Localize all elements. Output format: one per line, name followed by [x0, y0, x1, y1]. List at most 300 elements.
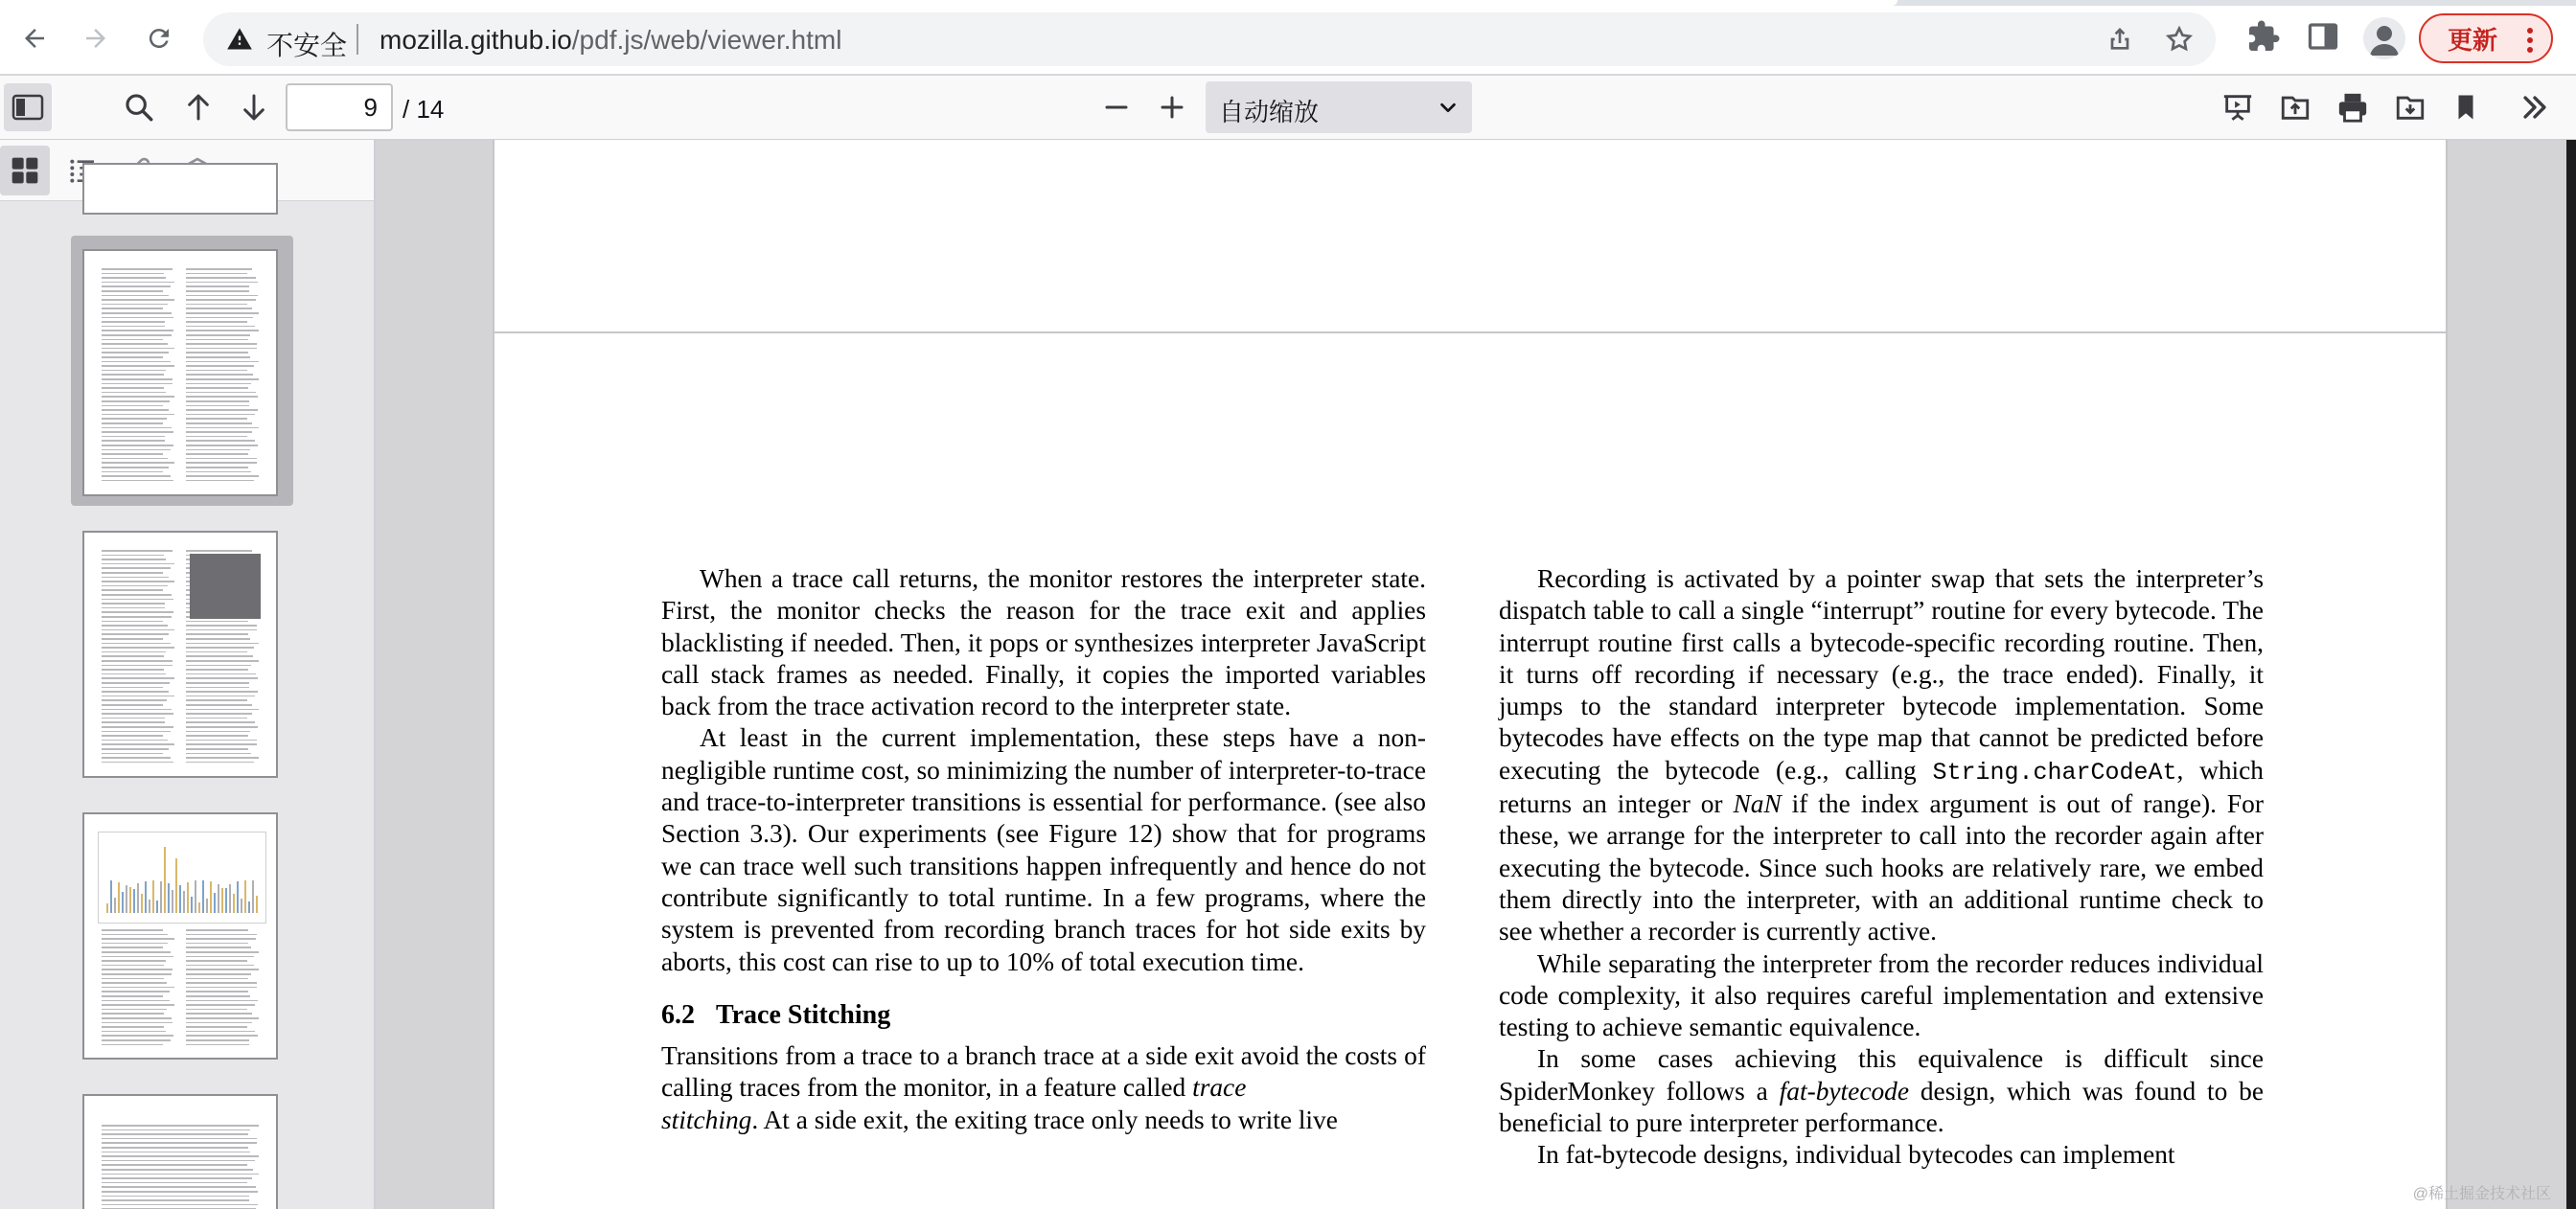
- thumbnail-text-line: [186, 1031, 255, 1033]
- thumbnail-page-8[interactable]: [82, 163, 278, 215]
- thumbnail-chart-bar: [149, 900, 150, 913]
- extensions-puzzle-icon[interactable]: [2246, 19, 2281, 58]
- thumbnail-text-line: [186, 449, 250, 451]
- back-button[interactable]: [13, 17, 56, 59]
- thumbnail-text-line: [186, 374, 253, 376]
- section-number: 6.2: [661, 999, 695, 1030]
- side-panel-icon[interactable]: [2306, 19, 2340, 58]
- thumbnail-text-line: [102, 422, 163, 424]
- page-count: / 14: [402, 95, 445, 124]
- thumbnail-text-line: [102, 987, 174, 989]
- thumbnail-text-line: [102, 409, 169, 411]
- thumbnail-text-line: [186, 929, 248, 931]
- thumbnail-chart-bar: [225, 888, 227, 913]
- thumbnail-text-line: [102, 1044, 163, 1046]
- previous-page-button[interactable]: [174, 83, 222, 131]
- thumbnail-text-line: [186, 1009, 247, 1011]
- window-edge: [2566, 140, 2576, 1209]
- thumbnail-page-10[interactable]: [82, 531, 278, 778]
- thumbnail-text-line: [186, 352, 248, 354]
- thumbnail-chart: [98, 832, 266, 924]
- thumbnail-text-line: [186, 713, 252, 715]
- text-run: Transitions from a trace to a branch trace at a side exit avoid the costs of calling traces from the monitor, in a feature called: [661, 1041, 1426, 1103]
- thumbnail-text-line: [102, 947, 163, 948]
- thumbnail-text-line: [102, 704, 163, 706]
- thumbnail-text-line: [186, 308, 252, 309]
- thumbnail-chart-bar: [118, 882, 120, 913]
- thumbnail-text-line: [102, 943, 168, 945]
- thumbnail-text-line: [102, 709, 172, 711]
- thumbnail-text-line: [186, 704, 252, 706]
- thumbnail-text-line: [102, 1182, 247, 1184]
- bookmark-button[interactable]: [2442, 83, 2490, 131]
- thumbnail-chart-bar: [221, 888, 223, 913]
- thumbnail-text-line: [102, 607, 165, 609]
- thumbnail-text-line: [102, 731, 171, 733]
- thumbnail-text-line: [186, 951, 259, 953]
- thumbnail-text-line: [102, 449, 171, 451]
- thumbnail-text-line: [102, 1147, 248, 1149]
- thumbnail-text-line: [186, 1044, 249, 1046]
- watermark: @稀土掘金技术社区: [2412, 1186, 2551, 1202]
- thumbnail-text-line: [102, 699, 167, 701]
- thumbnail-text-line: [102, 721, 165, 723]
- thumbnail-text-line: [102, 1125, 259, 1127]
- thumbnail-text-line: [102, 934, 168, 936]
- thumbnail-text-line: [102, 956, 173, 958]
- thumbnail-text-line: [186, 696, 255, 697]
- thumbnail-text-line: [186, 973, 251, 975]
- thumbnail-text-line: [102, 616, 172, 618]
- thumbnail-text-line: [186, 317, 253, 319]
- thumbnail-text-line: [102, 392, 166, 394]
- thumbnail-list: [0, 201, 376, 1209]
- thumbnail-text-line: [102, 555, 164, 557]
- thumbnail-text-line: [186, 938, 256, 940]
- thumbnail-chart-bar: [114, 898, 116, 913]
- warning-icon[interactable]: [226, 26, 253, 57]
- thumbnail-text-line: [102, 696, 174, 697]
- thumbnail-chart-bar: [206, 899, 208, 913]
- thumbnail-text-line: [186, 731, 250, 733]
- thumbnail-text-line: [186, 651, 247, 653]
- thumbnail-text-line: [186, 987, 257, 989]
- thumbnail-text-line: [102, 1022, 172, 1024]
- thumbnail-text-line: [102, 621, 163, 623]
- thumbnail-text-line: [102, 467, 169, 468]
- thumbnail-chart-bar: [106, 903, 108, 913]
- download-icon: [2394, 91, 2426, 124]
- print-button[interactable]: [2329, 83, 2377, 131]
- thumbnail-chart-bar: [110, 880, 112, 913]
- thumbnails-tab[interactable]: [0, 146, 50, 195]
- arrow-up-icon: [183, 91, 214, 124]
- url-text[interactable]: [380, 25, 841, 56]
- thumbnail-text-line: [186, 735, 248, 737]
- thumbnail-text-line: [186, 550, 252, 552]
- thumbnail-text-line: [186, 458, 257, 460]
- thumbnail-chart-bar: [175, 858, 177, 913]
- thumbnail-text-line: [102, 1155, 259, 1157]
- thumbnail-text-line: [186, 467, 248, 468]
- thumbnail-text-line: [186, 665, 251, 667]
- thumbnail-text-line: [102, 677, 174, 679]
- thumbnail-chart-bar: [191, 897, 193, 913]
- thumbnail-text-line: [186, 647, 254, 649]
- thumbnail-text-line: [186, 965, 254, 967]
- thumbnail-text-line: [186, 947, 251, 948]
- thumbnail-text-line: [186, 370, 247, 372]
- thumbnail-text-line: [186, 440, 255, 442]
- thumbnail-text-line: [186, 290, 249, 292]
- url-host: mozilla.github.io: [380, 25, 572, 55]
- thumbnail-text-line: [102, 995, 163, 997]
- thumbnail-text-line: [186, 268, 252, 270]
- thumbnail-text-line: [186, 273, 247, 275]
- thumbnail-text-line: [102, 277, 166, 279]
- thumbnail-text-line: [102, 1142, 257, 1144]
- emphasis: stitching: [661, 1105, 752, 1134]
- text-run: In some cases achieving this equivalence is difficult since SpiderMonkey follows a: [1499, 1044, 2264, 1106]
- thumbnail-text-line: [102, 1160, 255, 1162]
- thumbnail-text-line: [102, 273, 164, 275]
- thumbnail-chart-bar: [179, 885, 181, 913]
- thumbnail-text-line: [102, 383, 172, 385]
- thumbnail-chart-bar: [133, 889, 135, 913]
- thumbnail-text-line: [102, 718, 165, 719]
- thumbnail-text-line: [186, 414, 255, 416]
- thumbnail-text-line: [186, 436, 247, 438]
- toggle-sidebar-button[interactable]: [4, 83, 52, 131]
- thumbnail-text-line: [186, 387, 248, 389]
- thumbnail-text-line: [186, 1000, 258, 1002]
- thumbnail-text-line: [102, 1026, 164, 1028]
- thumbnail-text-line: [186, 321, 247, 323]
- thumbnail-text-line: [102, 673, 166, 675]
- thumbnail-text-line: [102, 308, 163, 309]
- thumbnail-text-line: [186, 339, 248, 341]
- back-arrow-icon: [20, 24, 49, 53]
- thumbnail-text-line: [186, 326, 255, 328]
- thumbnail-text-line: [102, 599, 173, 601]
- thumbnail-text-line: [102, 330, 173, 331]
- thumbnail-text-line: [186, 1013, 252, 1015]
- thumbnail-text-line: [102, 743, 174, 745]
- thumbnail-chart-bar: [248, 901, 250, 913]
- thumbnail-text-line: [186, 396, 258, 398]
- thumbnail-text-line: [186, 982, 257, 984]
- thumbnail-text-line: [186, 405, 249, 407]
- search-icon: [123, 91, 155, 124]
- thumbnail-text-line: [102, 1129, 250, 1131]
- thumbnail-chart-bar: [218, 884, 219, 913]
- page-number-input[interactable]: 9: [286, 83, 393, 131]
- thumbnail-text-line: [186, 285, 249, 287]
- thumbnail-text-line: [102, 960, 166, 962]
- thumbnail-chart-bar: [198, 902, 200, 913]
- thumbnail-text-line: [102, 643, 171, 645]
- person-icon: [2363, 17, 2405, 59]
- thumbnail-page-11[interactable]: [82, 812, 278, 1060]
- thumbnail-text-line: [186, 295, 258, 297]
- paragraph: When a trace call returns, the monitor restores the interpreter state. First, the monitor checks the reason for the trace exit and applies blacklisting if needed. Then, it pops or synthesizes interpreter JavaScript call stack frames as needed. Finally, it copies the imported variables back from the trace activation record to the interpreter state.: [661, 564, 1426, 721]
- presentation-icon: [2221, 91, 2254, 124]
- thumbnail-text-line: [102, 405, 163, 407]
- thumbnail-text-line: [186, 991, 248, 992]
- thumbnail-text-line: [102, 929, 163, 931]
- thumbnail-chart-bar: [210, 881, 212, 913]
- next-page-button[interactable]: [230, 83, 278, 131]
- update-button[interactable]: [2419, 13, 2553, 63]
- thumbnail-text-line: [102, 589, 163, 591]
- thumbnail-text-line: [102, 669, 164, 671]
- zoom-out-button[interactable]: [1092, 83, 1140, 131]
- thumbnail-text-line: [186, 677, 258, 679]
- thumbnail-text-line: [102, 436, 165, 438]
- thumbnail-text-line: [186, 757, 259, 759]
- reload-button[interactable]: [138, 17, 180, 59]
- thumbnail-text-line: [102, 753, 163, 755]
- thumbnails-icon: [10, 155, 40, 186]
- thumbnail-text-line: [102, 321, 165, 323]
- text-run: . At a side exit, the exiting trace only needs to write live: [751, 1105, 1338, 1134]
- thumbnail-text-line: [186, 282, 258, 284]
- thumbnail-text-line: [102, 361, 171, 363]
- pdf-page-9: [494, 333, 2446, 1209]
- bookmark-icon: [2451, 91, 2480, 124]
- thumbnail-text-line: [102, 480, 173, 482]
- thumbnail-text-line: [186, 334, 250, 336]
- thumbnail-text-line: [102, 378, 172, 380]
- thumbnail-text-line: [102, 374, 164, 376]
- thumbnail-text-line: [102, 370, 166, 372]
- printer-icon: [2336, 91, 2369, 124]
- thumbnail-text-line: [102, 625, 168, 627]
- paragraph: In fat-bytecode designs, individual bytecodes can implement: [1537, 1140, 2175, 1170]
- zoom-in-button[interactable]: [1148, 83, 1196, 131]
- thumbnail-text-line: [102, 982, 167, 984]
- thumbnail-text-line: [186, 691, 258, 693]
- thumbnail-text-line: [102, 629, 174, 631]
- paragraph: At least in the current implementation, these steps have a non-negligible runtime cost, so minimizing the number of interpreter-to-trace and trace-to-interpreter transitions is essential for performance. (see also Section 3.3). Our experiments (see Figure 12) show that for programs we can trace well such transitions happen infrequently and hence do not contribute significantly to total runtime. In a few programs, where the system is prevented from recording branch traces for hot side exits by aborts, this cost can rise to up to 10% of total execution time.: [661, 723, 1426, 976]
- thumbnail-text-line: [102, 475, 171, 477]
- thumbnail-text-line: [102, 1138, 257, 1140]
- thumbnail-text-line: [102, 1009, 167, 1011]
- thumbnail-text-line: [102, 1177, 252, 1179]
- thumbnail-text-line: [102, 965, 164, 967]
- thumbnail-text-line: [186, 453, 248, 455]
- thumbnail-text-line: [186, 621, 248, 623]
- divider: [356, 24, 358, 55]
- thumbnail-text-line: [102, 295, 169, 297]
- thumbnail-text-line: [186, 400, 249, 402]
- thumbnail-text-line: [186, 655, 253, 657]
- thumbnail-text-line: [186, 721, 255, 723]
- thumbnail-chart-bar: [233, 894, 235, 913]
- thumbnail-text-line: [186, 969, 259, 970]
- thumbnail-text-line: [186, 409, 258, 411]
- thumbnail-text-line: [102, 938, 174, 940]
- download-button[interactable]: [2386, 83, 2434, 131]
- sidebar-toggle-icon: [12, 93, 44, 122]
- thumbnail-text-line: [102, 585, 168, 587]
- thumbnail-text-line: [102, 735, 163, 737]
- thumbnail-text-line: [102, 458, 168, 460]
- profile-avatar[interactable]: [2363, 17, 2405, 59]
- thumbnail-text-line: [102, 563, 174, 565]
- thumbnail-text-line: [102, 559, 166, 560]
- open-file-button[interactable]: [2271, 83, 2319, 131]
- thumbnail-text-line: [102, 356, 163, 358]
- thumbnail-text-line: [102, 762, 173, 764]
- pdf-toolbar: [0, 76, 2576, 140]
- thumbnail-text-line: [102, 1164, 247, 1166]
- thumbnail-text-line: [186, 669, 248, 671]
- thumbnail-text-line: [102, 1133, 248, 1135]
- thumbnail-text-line: [102, 633, 169, 635]
- thumbnail-page-12[interactable]: [82, 1094, 278, 1209]
- thumbnail-text-line: [102, 1152, 250, 1153]
- thumbnail-text-line: [102, 651, 166, 653]
- thumbnail-text-line: [102, 445, 173, 446]
- thumbnail-text-line: [186, 743, 257, 745]
- thumbnail-text-line: [102, 665, 172, 667]
- thumbnail-text-line: [102, 317, 173, 319]
- thumbnail-text-line: [186, 1022, 252, 1024]
- text-column-right: [1499, 563, 2264, 1172]
- arrow-down-icon: [239, 91, 269, 124]
- thumbnail-text-line: [186, 1017, 259, 1019]
- text-run: if the index argument is out of range). For these, we arrange for the interpreter to call into the recorder again after executing the bytecode. Since such hooks are relatively rare, we embed them directly into the interpreter, with an additional runtime check to see whether a recorder is currently active.: [1499, 789, 2264, 947]
- thumbnail-text-line: [102, 1169, 253, 1171]
- thumbnail-text-line: [102, 1039, 171, 1041]
- chevron-down-icon: [1438, 97, 1459, 123]
- tab-strip: [0, 0, 2576, 6]
- thumbnail-page-9[interactable]: [82, 249, 278, 496]
- thumbnail-text-line: [102, 343, 168, 345]
- thumbnail-text-line: [102, 348, 174, 350]
- thumbnail-chart-bar: [237, 881, 239, 913]
- url-path: /pdf.js/web/viewer.html: [571, 25, 842, 55]
- thumbnail-text-line: [102, 387, 164, 389]
- forward-button[interactable]: [75, 17, 117, 59]
- thumbnail-chart-bar: [164, 847, 166, 913]
- double-chevron-right-icon: [2518, 91, 2551, 124]
- more-vert-icon: [2526, 27, 2534, 58]
- thumbnail-text-line: [102, 691, 169, 693]
- thumbnail-text-line: [102, 567, 171, 569]
- thumbnail-text-line: [102, 572, 163, 574]
- thumbnail-text-line: [102, 427, 172, 429]
- thumbnail-chart-bar: [214, 893, 216, 913]
- thumbnail-chart-bar: [172, 890, 173, 913]
- thumbnail-text-line: [186, 422, 252, 424]
- thumbnail-text-line: [186, 956, 254, 958]
- thumbnail-text-line: [102, 414, 174, 416]
- text-column-left: [661, 563, 1426, 1136]
- text-run: , which returns an integer or: [1499, 755, 2265, 819]
- thumbnail-text-line: [102, 550, 172, 552]
- sidebar: [0, 140, 376, 1209]
- presentation-mode-button[interactable]: [2214, 83, 2262, 131]
- zoom-select[interactable]: [1206, 81, 1472, 133]
- bookmark-star-icon[interactable]: [2164, 24, 2195, 59]
- thumbnail-text-line: [102, 365, 174, 367]
- thumbnail-text-line: [186, 299, 256, 301]
- thumbnail-text-line: [102, 285, 171, 287]
- thumbnail-text-line: [186, 934, 257, 936]
- thumbnail-text-line: [102, 431, 173, 433]
- thumbnail-text-line: [186, 427, 259, 429]
- thumbnail-chart-bar: [160, 881, 162, 913]
- plus-icon: [1158, 93, 1186, 122]
- thumbnail-text-line: [102, 969, 172, 970]
- thumbnail-text-line: [102, 453, 163, 455]
- thumbnail-text-line: [186, 348, 257, 350]
- address-bar[interactable]: [203, 12, 2216, 66]
- emphasis: NaN: [1733, 789, 1782, 819]
- thumbnail-chart-bar: [156, 901, 158, 913]
- thumbnail-text-line: [186, 960, 247, 962]
- thumbnail-text-line: [186, 740, 257, 741]
- thumbnail-text-line: [102, 991, 170, 992]
- thumbnail-text-line: [186, 709, 259, 711]
- share-icon[interactable]: [2104, 24, 2135, 59]
- thumbnail-text-line: [186, 643, 259, 645]
- thumbnail-text-line: [186, 365, 254, 367]
- zoom-label: 自动缩放: [1219, 98, 1320, 126]
- thumbnail-text-line: [186, 361, 259, 363]
- thumbnail-text-line: [186, 418, 247, 420]
- thumbnail-text-line: [102, 326, 165, 328]
- thumbnail-text-line: [186, 431, 252, 433]
- thumbnail-text-line: [102, 603, 165, 604]
- thumbnail-text-line: [186, 462, 257, 464]
- open-file-icon: [2279, 91, 2312, 124]
- thumbnail-text-line: [102, 462, 174, 464]
- thumbnail-chart-bar: [187, 882, 189, 913]
- paragraph: [661, 1040, 1426, 1136]
- viewer-container[interactable]: [378, 140, 2576, 1209]
- paragraph: [1499, 1043, 2264, 1139]
- thumbnail-chart-bar: [145, 881, 147, 913]
- thumbnail-text-line: [102, 726, 173, 728]
- find-button[interactable]: [115, 83, 163, 131]
- thumbnail-chart-bar: [256, 896, 258, 913]
- thumbnail-text-line: [186, 978, 248, 980]
- thumbnail-text-line: [102, 973, 172, 975]
- tools-button[interactable]: [2511, 83, 2559, 131]
- thumbnail-text-line: [102, 951, 171, 953]
- thumbnail-text-line: [102, 1004, 174, 1006]
- thumbnail-text-line: [102, 334, 172, 336]
- thumbnail-text-line: [186, 673, 256, 675]
- thumbnail-text-line: [186, 475, 259, 477]
- thumbnail-text-line: [102, 1204, 258, 1206]
- emphasis: trace: [1192, 1073, 1247, 1103]
- thumbnail-text-line: [102, 1031, 166, 1033]
- thumbnail-text-line: [102, 1199, 249, 1201]
- thumbnail-text-line: [186, 660, 259, 662]
- thumbnail-text-line: [102, 978, 164, 980]
- thumbnail-text-line: [102, 577, 169, 579]
- thumbnail-text-line: [102, 655, 164, 657]
- thumbnail-chart-bar: [195, 880, 196, 913]
- security-label[interactable]: 不安全: [266, 31, 348, 60]
- thumbnail-text-line: [102, 299, 174, 301]
- thumbnail-text-line: [102, 1035, 173, 1037]
- thumbnail-text-line: [102, 647, 174, 649]
